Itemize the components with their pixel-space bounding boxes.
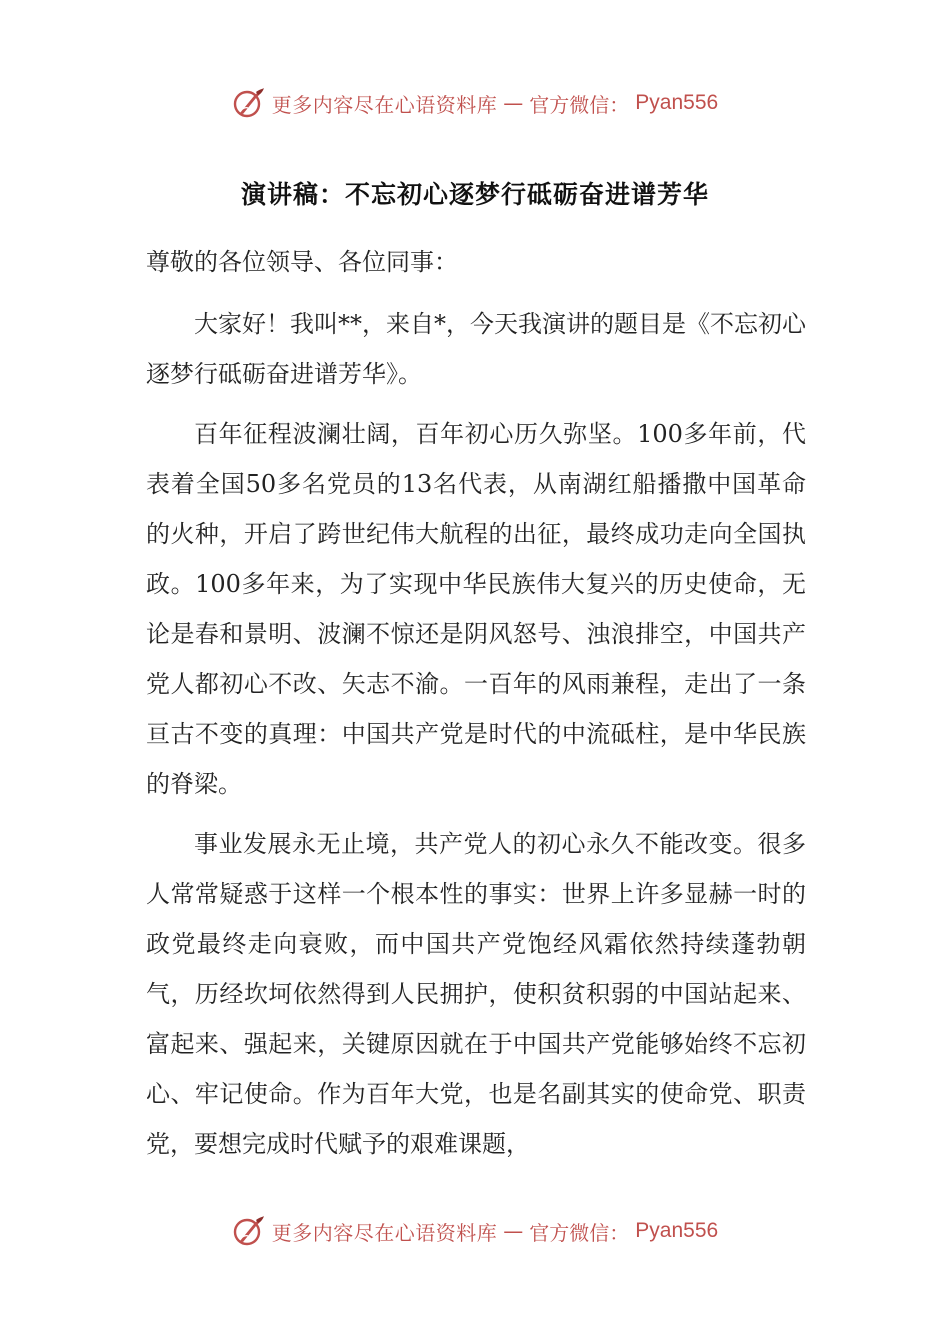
salutation: 尊敬的各位领导、各位同事： — [146, 248, 458, 276]
header-banner — [0, 81, 950, 125]
paragraph-2: 百年征程波澜壮阔，百年初心历久弥坚。100多年前，代表着全国50多名党员的13名代表，从南湖红船播撒中国革命的火种，开启了跨世纪伟大航程的出征，最终成功走向全国执政。100多年来，为了实现中华民族伟大复兴的历史使命，无论是春和景明、波澜不惊还是阴风怒号、浊浪排空，中国共产党人都初心不改、矢志不渝。一百年的风雨兼程，走出了一条亘古不变的真理：中国共产党是时代的中流砥柱，是中华民族的脊梁。 — [146, 420, 806, 798]
paragraph-3: 事业发展永无止境，共产党人的初心永久不能改变。很多人常常疑惑于这样一个根本性的事实：世界上许多显赫一时的政党最终走向衰败，而中国共产党饱经风霜依然持续蓬勃朝气，历经坎坷依然得到人民拥护，使积贫积弱的中国站起来、富起来、强起来，关键原因就在于中国共产党能够始终不忘初心、牢记使命。作为百年大党，也是名副其实的使命党、职责党，要想完成时代赋予的艰难课题， — [146, 830, 806, 1158]
banner-official-label: 官方微信： — [529, 1220, 630, 1245]
quill-pen-logo-icon — [232, 86, 266, 120]
banner-wechat-id: Pyan556 — [635, 1219, 719, 1242]
banner-official-label: 官方微信： — [529, 92, 630, 117]
document-title: 演讲稿：不忘初心逐梦行砥砺奋进谱芳华 — [240, 180, 709, 209]
quill-pen-logo-icon — [232, 1214, 266, 1248]
paragraph-1: 大家好！我叫**，来自*，今天我演讲的题目是《不忘初心逐梦行砥砺奋进谱芳华》。 — [146, 310, 806, 388]
banner-brand-text: 更多内容尽在心语资料库 — [271, 92, 498, 117]
document-body — [146, 237, 806, 1179]
banner-dash: — — [503, 1219, 524, 1243]
banner-brand-text: 更多内容尽在心语资料库 — [271, 1220, 498, 1245]
footer-banner — [0, 1209, 950, 1253]
banner-dash: — — [503, 91, 524, 115]
banner-wechat-id: Pyan556 — [635, 91, 719, 114]
